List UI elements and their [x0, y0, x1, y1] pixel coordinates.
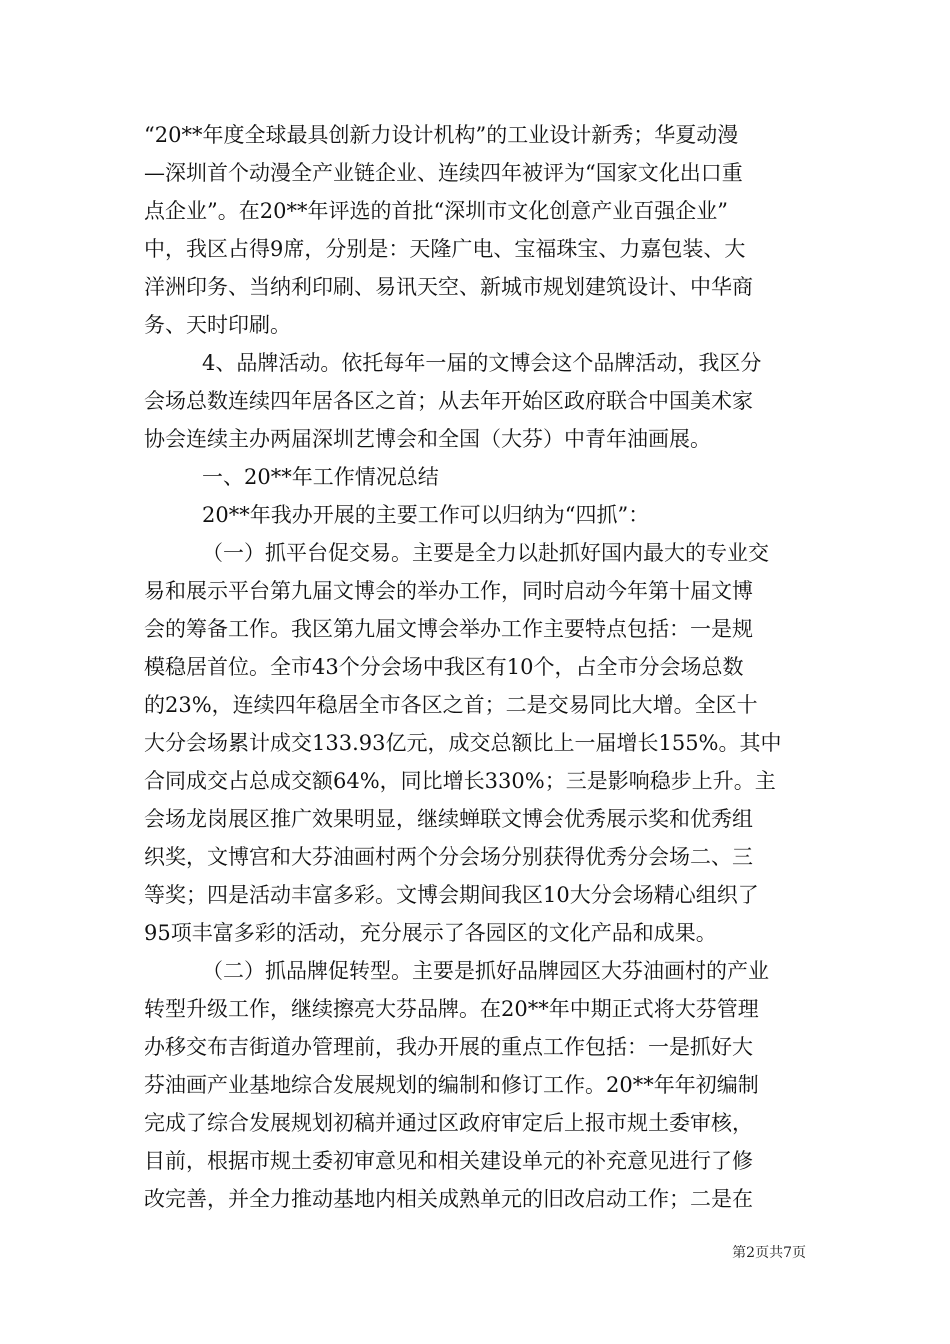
page-number-footer: 第2页共7页 [732, 1245, 806, 1261]
text-line: 模稳居首位。全市43个分会场中我区有10个，占全市分会场总数 [144, 655, 744, 679]
text-line: 转型升级工作，继续擦亮大芬品牌。在20**年中期正式将大芬管理 [144, 997, 759, 1021]
text-line: 协会连续主办两届深圳艺博会和全国（大芬）中青年油画展。 [144, 427, 711, 451]
text-line: 办移交布吉街道办管理前，我办开展的重点工作包括：一是抓好大 [144, 1035, 753, 1059]
text-line: 织奖，文博宫和大芬油画村两个分会场分别获得优秀分会场二、三 [144, 845, 753, 869]
text-line: 芬油画产业基地综合发展规划的编制和修订工作。20**年年初编制 [144, 1073, 759, 1097]
text-line: 的23%，连续四年稳居全市各区之首；二是交易同比大增。全区十 [144, 693, 758, 717]
paragraph-start-line: （二）抓品牌促转型。主要是抓好品牌园区大芬油画村的产业 [202, 959, 769, 983]
text-line: 会的筹备工作。我区第九届文博会举办工作主要特点包括：一是规 [144, 617, 753, 641]
text-line: 改完善，并全力推动基地内相关成熟单元的旧改启动工作；二是在 [144, 1187, 753, 1211]
paragraph-start-line: （一）抓平台促交易。主要是全力以赴抓好国内最大的专业交 [202, 541, 769, 565]
text-line: 目前，根据市规土委初审意见和相关建设单元的补充意见进行了修 [144, 1149, 753, 1173]
text-line: 完成了综合发展规划初稿并通过区政府审定后上报市规土委审核， [144, 1111, 753, 1135]
text-line: 点企业”。在20**年评选的首批“深圳市文化创意产业百强企业” [144, 199, 728, 223]
document-body [144, 116, 810, 1218]
text-line: 会场龙岗展区推广效果明显，继续蝉联文博会优秀展示奖和优秀组 [144, 807, 753, 831]
paragraph-start-line: 20**年我办开展的主要工作可以归纳为“四抓”： [202, 503, 650, 527]
text-line: 洋洲印务、当纳利印刷、易讯天空、新城市规划建筑设计、中华商 [144, 275, 753, 299]
text-line: 大分会场累计成交133.93亿元，成交总额比上一届增长155%。其中 [144, 731, 782, 755]
text-line: 等奖；四是活动丰富多彩。文博会期间我区10大分会场精心组织了 [144, 883, 759, 907]
text-line: “20**年度全球最具创新力设计机构”的工业设计新秀；华夏动漫 [144, 123, 739, 147]
text-line: 合同成交占总成交额64%，同比增长330%；三是影响稳步上升。主 [144, 769, 776, 793]
text-line: 会场总数连续四年居各区之首；从去年开始区政府联合中国美术家 [144, 389, 753, 413]
text-line: 易和展示平台第九届文博会的举办工作，同时启动今年第十届文博 [144, 579, 753, 603]
text-line: 95项丰富多彩的活动，充分展示了各园区的文化产品和成果。 [144, 921, 717, 945]
text-line: 中，我区占得9席，分别是：天隆广电、宝福珠宝、力嘉包装、大 [144, 237, 746, 261]
section-heading: 一、20**年工作情况总结 [202, 465, 439, 489]
text-line: 务、天时印刷。 [144, 313, 291, 337]
paragraph-start-line: 4、品牌活动。依托每年一届的文博会这个品牌活动，我区分 [202, 351, 762, 375]
text-line: —深圳首个动漫全产业链企业、连续四年被评为“国家文化出口重 [144, 161, 743, 185]
